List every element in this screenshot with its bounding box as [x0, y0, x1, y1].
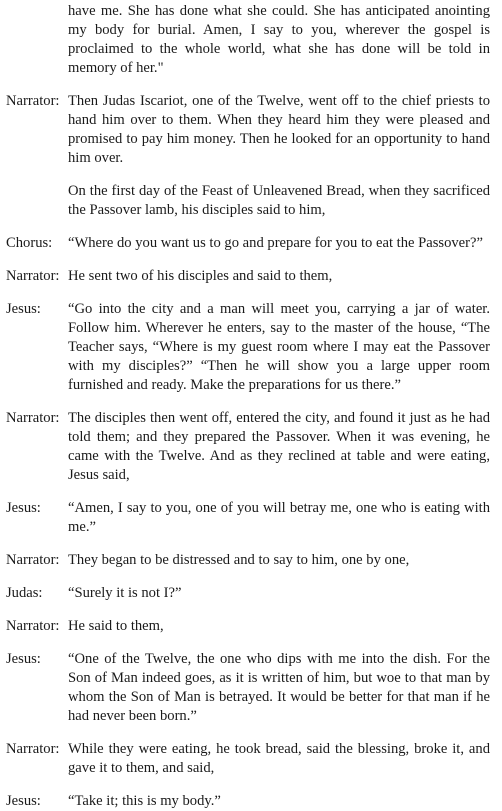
speaker-label: Judas: [6, 585, 43, 601]
dialogue-entry [6, 92, 490, 220]
dialogue-paragraph: “Amen, I say to you, one of you will betray me, one who is eating with me.” [68, 500, 490, 535]
dialogue-entry [6, 267, 490, 286]
dialogue-text [68, 300, 490, 395]
dialogue-text [68, 409, 490, 485]
dialogue-text [68, 234, 490, 253]
dialogue-entry [6, 2, 490, 78]
dialogue-entry [6, 650, 490, 726]
dialogue-text [68, 650, 490, 726]
speaker-label: Jesus: [6, 500, 41, 516]
speaker-label: Chorus: [6, 235, 53, 251]
dialogue-entry [6, 234, 490, 253]
dialogue-paragraph: “Where do you want us to go and prepare for you to eat the Passover?” [68, 235, 483, 251]
dialogue-paragraph: have me. She has done what she could. She has anticipated anointing my body for burial. Amen, I say to you, wherever the gospel is proclaimed to the whole world, what she has done will be told in memory of her." [68, 3, 490, 76]
dialogue-text [68, 584, 490, 603]
dialogue-paragraph: Then Judas Iscariot, one of the Twelve, went off to the chief priests to hand him over to them. When they heard him they were pleased and promised to pay him money. Then he looked for an opportunity to hand him over. [68, 93, 490, 166]
dialogue-entry [6, 409, 490, 485]
dialogue-paragraph: “Take it; this is my body.” [68, 793, 221, 809]
dialogue-entry [6, 740, 490, 778]
dialogue-paragraph: They began to be distressed and to say to him, one by one, [68, 552, 410, 568]
dialogue-entry [6, 617, 490, 636]
dialogue-entry [6, 792, 490, 811]
dialogue-entry [6, 499, 490, 537]
dialogue-paragraph: While they were eating, he took bread, said the blessing, broke it, and gave it to them, and said, [68, 741, 490, 776]
dialogue-paragraph: “Go into the city and a man will meet you, carrying a jar of water. Follow him. Wherever he enters, say to the master of the house, “The Teacher says, “Where is my guest room where I may eat the Passover with my disciples?” “Then he will show you a large upper room furnished and ready. Make the preparations for us there.” [68, 301, 490, 393]
speaker-label: Narrator: [6, 618, 60, 634]
speaker-label: Narrator: [6, 410, 60, 426]
speaker-label: Jesus: [6, 793, 41, 809]
dialogue-paragraph: The disciples then went off, entered the city, and found it just as he had told them; and they prepared the Passover. When it was evening, he came with the Twelve. And as they reclined at table and were eating, Jesus said, [68, 410, 490, 483]
speaker-label: Narrator: [6, 552, 60, 568]
dialogue-entry [6, 300, 490, 395]
speaker-label: Narrator: [6, 741, 60, 757]
dialogue-paragraph: On the first day of the Feast of Unleavened Bread, when they sacrificed the Passover lamb, his disciples said to him, [68, 183, 490, 218]
speaker-label: Jesus: [6, 301, 41, 317]
speaker-label: Narrator: [6, 268, 60, 284]
dialogue-text [68, 617, 490, 636]
dialogue-paragraph: He said to them, [68, 618, 164, 634]
dialogue-entry [6, 584, 490, 603]
dialogue-paragraph: He sent two of his disciples and said to them, [68, 268, 333, 284]
dialogue-paragraph: “One of the Twelve, the one who dips with me into the dish. For the Son of Man indeed goes, as it is written of him, but woe to that man by whom the Son of Man is betrayed. It would be better for that man if he had never been born.” [68, 651, 490, 724]
dialogue-text [68, 2, 490, 78]
dialogue-text [68, 92, 490, 220]
speaker-label: Jesus: [6, 651, 41, 667]
dialogue-entry [6, 551, 490, 570]
dialogue-text [68, 792, 490, 811]
dialogue-text [68, 740, 490, 778]
dialogue-text [68, 499, 490, 537]
speaker-label: Narrator: [6, 93, 60, 109]
dialogue-text [68, 267, 490, 286]
dialogue-paragraph: “Surely it is not I?” [68, 585, 182, 601]
dialogue-text [68, 551, 490, 570]
